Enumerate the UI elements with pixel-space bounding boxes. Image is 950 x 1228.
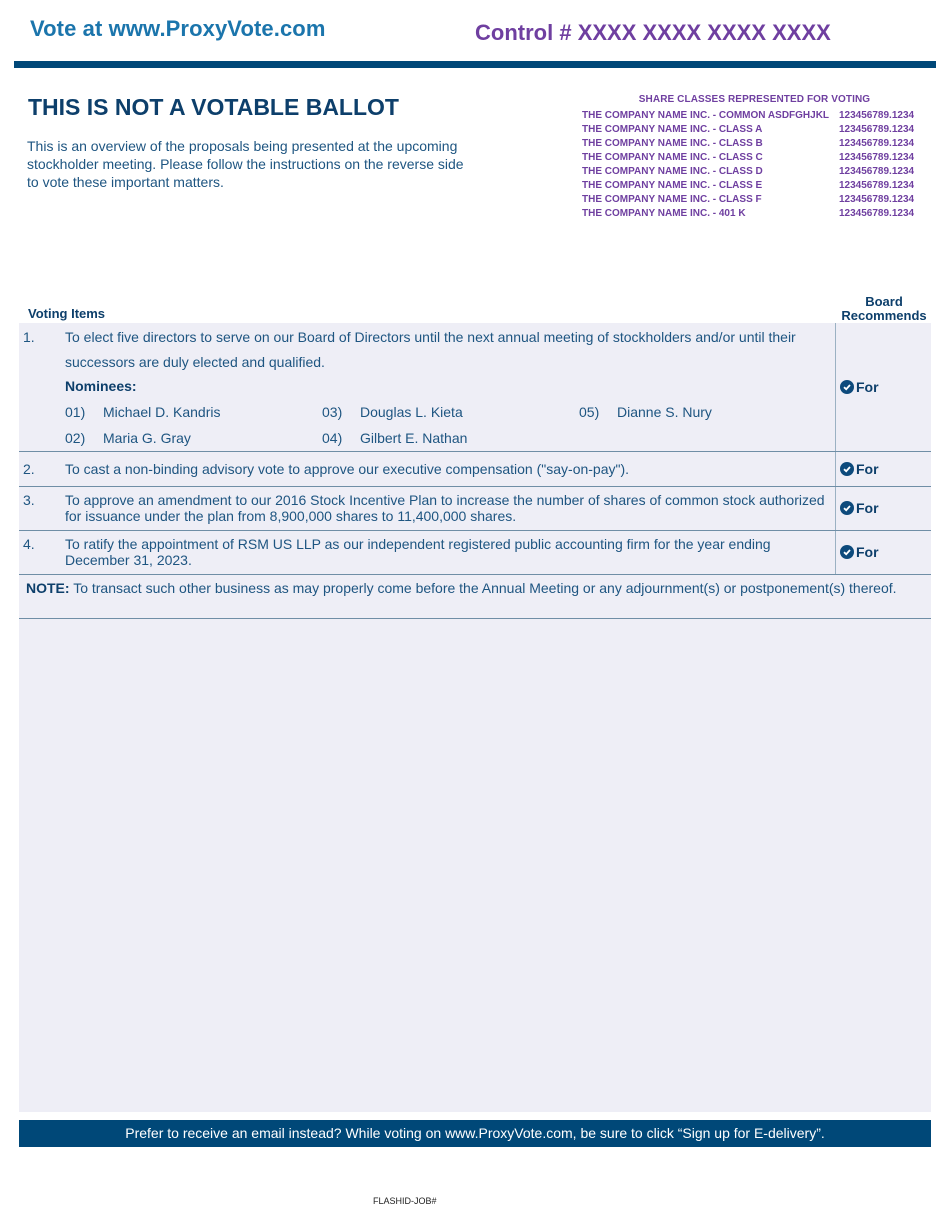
board-recommends-line1: Board (865, 294, 903, 309)
item-number: 2. (23, 461, 35, 477)
share-class-value: 123456789.1234 (839, 208, 915, 219)
nominee: 04) Gilbert E. Nathan (322, 430, 468, 446)
check-circle-icon (840, 380, 854, 394)
item-number: 1. (23, 329, 35, 345)
share-class-row (582, 123, 927, 137)
recommendation: For (840, 500, 879, 516)
nominees-label: Nominees: (65, 378, 137, 394)
nominee: 03) Douglas L. Kieta (322, 404, 463, 420)
voting-items-header: Voting Items (28, 306, 106, 321)
share-class-row (582, 109, 927, 123)
recommendation-cell (835, 531, 931, 574)
share-class-row (582, 193, 927, 207)
share-class-value: 123456789.1234 (839, 124, 915, 135)
check-circle-icon (840, 462, 854, 476)
recommendation-cell (835, 323, 931, 451)
share-class-value: 123456789.1234 (839, 194, 915, 205)
share-class-row (582, 179, 927, 193)
share-class-name: THE COMPANY NAME INC. - CLASS A (582, 124, 763, 135)
share-class-value: 123456789.1234 (839, 180, 915, 191)
share-classes-heading: SHARE CLASSES REPRESENTED FOR VOTING (638, 94, 871, 105)
item-text: To elect five directors to serve on our Board of Directors until the next annual meeting of stockholders and/or until their successors are duly elected and qualified. (65, 329, 796, 370)
share-class-value: 123456789.1234 (839, 110, 915, 121)
flash-id: FLASHID-JOB# (373, 1196, 437, 1206)
voting-items-table (19, 323, 931, 1112)
voting-item-row (19, 487, 931, 531)
share-class-row (582, 151, 927, 165)
recommendation: For (840, 544, 879, 560)
control-number (475, 20, 831, 46)
recommendation: For (840, 379, 879, 395)
item-number: 3. (23, 492, 35, 508)
share-class-row (582, 137, 927, 151)
share-class-row (582, 165, 927, 179)
share-class-row (582, 207, 927, 221)
item-text: To cast a non-binding advisory vote to approve our executive compensation ("say-on-pay"). (65, 461, 630, 477)
note-body: To transact such other business as may properly come before the Annual Meeting or any adjournment(s) or postponement(s) thereof. (69, 580, 897, 596)
voting-item-row (19, 323, 931, 452)
voting-item-row (19, 452, 931, 487)
item-text: To ratify the appointment of RSM US LLP as our independent registered public accounting firm for the year ending December 31, 2023. (65, 536, 771, 568)
note-text (26, 580, 916, 596)
share-class-name: THE COMPANY NAME INC. - CLASS C (582, 152, 763, 163)
check-circle-icon (840, 545, 854, 559)
share-class-value: 123456789.1234 (839, 152, 915, 163)
board-recommends-header (836, 295, 932, 323)
share-class-value: 123456789.1234 (839, 166, 915, 177)
share-class-name: THE COMPANY NAME INC. - COMMON ASDFGHJKL (582, 110, 830, 121)
page-title: THIS IS NOT A VOTABLE BALLOT (28, 94, 399, 120)
share-class-name: THE COMPANY NAME INC. - CLASS D (582, 166, 763, 177)
note-row (19, 575, 931, 619)
share-class-value: 123456789.1234 (839, 138, 915, 149)
board-recommends-line2: Recommends (841, 308, 927, 323)
share-classes-panel (582, 94, 927, 221)
nominee: 01) Michael D. Kandris (65, 404, 221, 420)
control-label: Control # (475, 20, 572, 45)
intro-text: This is an overview of the proposals being presented at the upcoming stockholder meeting. Please follow the instructions on the reverse side to vote these important matters. (27, 138, 464, 190)
nominee: 02) Maria G. Gray (65, 430, 191, 446)
voting-item-row (19, 531, 931, 575)
header-divider (14, 61, 936, 68)
recommendation-cell (835, 452, 931, 486)
share-class-name: THE COMPANY NAME INC. - CLASS E (582, 180, 763, 191)
nominee: 05) Dianne S. Nury (579, 404, 712, 420)
vote-url-heading: Vote at www.ProxyVote.com (30, 16, 326, 41)
control-value: XXXX XXXX XXXX XXXX (577, 20, 831, 45)
item-text: To approve an amendment to our 2016 Stock Incentive Plan to increase the number of shares of common stock authorized for issuance under the plan from 8,900,000 shares to 11,400,000 shares. (65, 492, 825, 524)
share-class-name: THE COMPANY NAME INC. - 401 K (582, 208, 746, 219)
share-class-name: THE COMPANY NAME INC. - CLASS B (582, 138, 763, 149)
recommendation-cell (835, 487, 931, 530)
share-class-name: THE COMPANY NAME INC. - CLASS F (582, 194, 762, 205)
check-circle-icon (840, 501, 854, 515)
note-label: NOTE: (26, 580, 70, 596)
edelivery-banner: Prefer to receive an email instead? While voting on www.ProxyVote.com, be sure to click “Sign up for E-delivery”. (19, 1120, 931, 1147)
item-number: 4. (23, 536, 35, 552)
recommendation: For (840, 461, 879, 477)
